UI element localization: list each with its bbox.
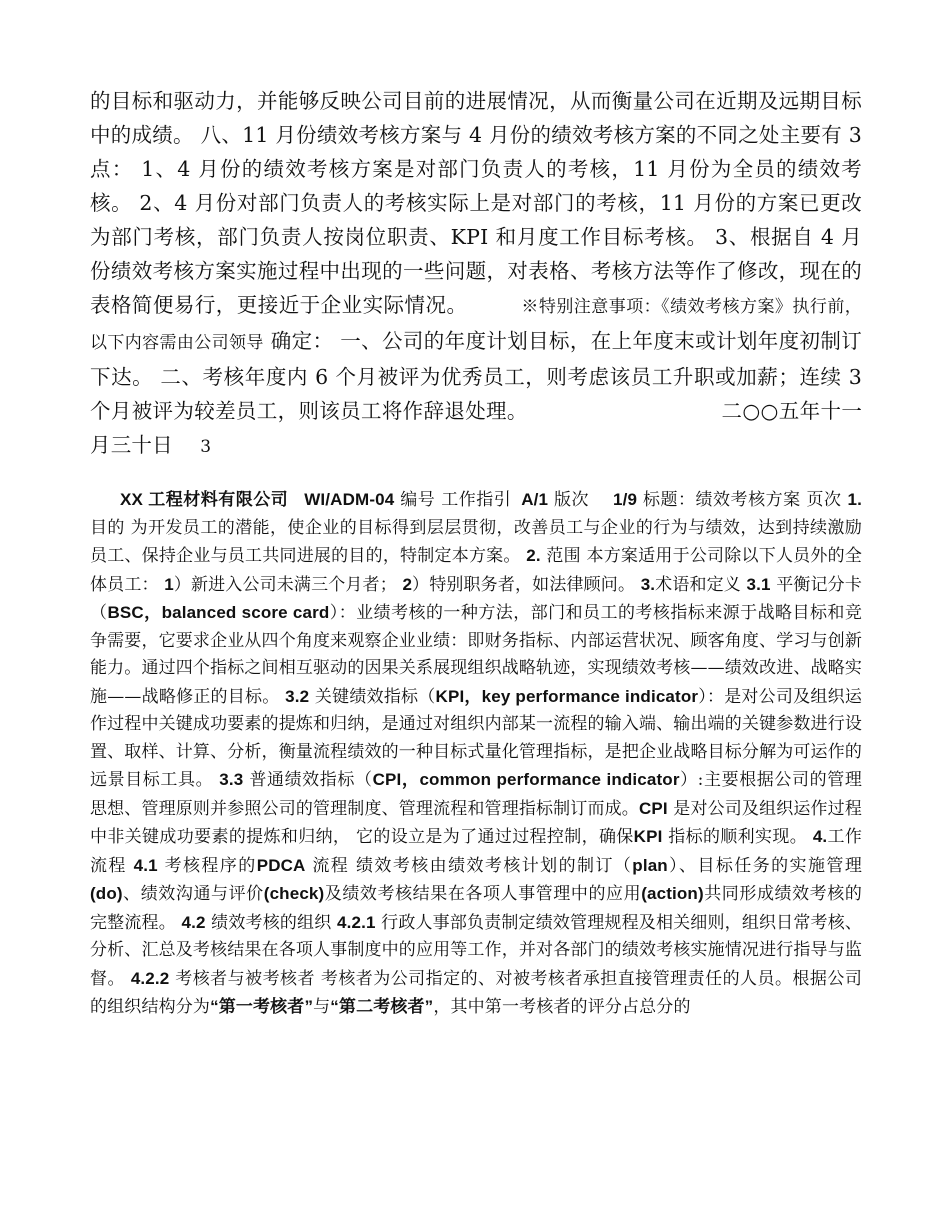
section-3-2-text-b: ）：是对公司及组织运作过程中关键成功要素的提炼和归纳，是通过对组织内部某一流程的输入端、输出端的关键参数进行设置、取样、计算、分析，衡量流程绩效的一种目标式量化管理指标，是把企业战略目标分解为可运作的远景目标工具。 bbox=[90, 686, 862, 790]
section-2-item-1-text: ）新进入公司未满三个月者； bbox=[173, 574, 397, 595]
header-doc-code: WI/ADM-04 bbox=[304, 490, 395, 509]
section-3-number: 3. bbox=[640, 574, 656, 594]
section-3-3-text-d: 指标的顺利实现。 bbox=[668, 827, 808, 847]
section-4-1-do: (do) bbox=[90, 884, 123, 903]
section-4-2-1-text: 行政人事部负责制定绩效管理规程及相关细则，组织日常考核、分析、汇总及考核结果在各项人事制度中的应用等工作，并对各部门的绩效考核实施情况进行指导与监督。 bbox=[90, 912, 863, 989]
section-2-item-2-text: ）特别职务者，如法律顾问。 bbox=[412, 574, 636, 595]
section-3-3-text-b: ）:主要根据公司的管理思想、管理原则并参照公司的管理制度、管理流程和管理指标制订而成。 bbox=[90, 770, 862, 819]
section-3-1-text-a: 平衡记分卡（ bbox=[90, 574, 862, 623]
section-3-2-term: KPI，key performance indicator bbox=[435, 686, 699, 706]
section-4-2-2-text-a: 考核者与被考核者 考核者为公司指定的、对被考核者承担直接管理责任的人员。根据公司的组织结构分为 bbox=[90, 968, 862, 1017]
header-doc-code-label: 编号 工作指引 bbox=[400, 490, 512, 510]
section-3-2-text-a: 关键绩效指标（ bbox=[314, 686, 436, 707]
section-4-2-2-quote-first: “第一考核者” bbox=[210, 997, 314, 1016]
section-4-1-text-c: ）、目标任务的实施管理 bbox=[667, 855, 862, 876]
section-4-2-number: 4.2 bbox=[181, 912, 206, 932]
section-2-item-2-number: 2 bbox=[402, 574, 413, 594]
paragraph-leadership-items: 确定： 一、公司的年度计划目标，在上年度末或计划年度初制订下达。 二、考核年度内 6 个月被评为优秀员工，则考虑该员工升职或加薪；连续 3 个月被评为较差员工，则该员工将作辞退处理。 bbox=[90, 329, 863, 423]
section-3-text: 术语和定义 bbox=[655, 574, 741, 595]
section-3-3-number: 3.3 bbox=[219, 770, 244, 789]
section-4-2-2-and: 与 bbox=[313, 997, 331, 1017]
section-4-2-2-number: 4.2.2 bbox=[130, 968, 170, 988]
section-4-1-text-b: 流程 绩效考核由绩效考核计划的制订（ bbox=[312, 855, 633, 876]
document-section-upper bbox=[90, 84, 862, 464]
section-3-1-number: 3.1 bbox=[746, 574, 771, 594]
section-4-1-check: (check) bbox=[263, 884, 325, 903]
paragraph-plan-differences: 的目标和驱动力，并能够反映公司目前的进展情况，从而衡量公司在近期及远期目标中的成绩。 八、11 月份绩效考核方案与 4 月份的绩效考核方案的不同之处主要有 3 点： 1、4 月份的绩效考核方案是对部门负责人的考核，11 月份为全员的绩效考核。 2、4 月份对部门负责人的考核实际上是对部门的考核，11 月份的方案已更改为部门考核，部门负责人按岗位职责、KPI 和月度工作目标考核。 3、根据自 4 月份绩效考核方案实施过程中出现的一些问题，对表格、考核方法等作了修改，现在的表格简便易行，更接近于企业实际情况。 bbox=[90, 89, 862, 317]
header-version: A/1 bbox=[521, 490, 549, 509]
special-notice: ※特别注意事项：《绩效考核方案》执行前，以下内容需由公司领导 bbox=[90, 297, 862, 353]
section-1-text: 目的 为开发员工的潜能，使企业的目标得到层层贯彻，改善员工与企业的行为与绩效，达到持续激励员工、保持企业与员工共同进展的目的，特制定本方案。 bbox=[90, 517, 862, 566]
section-4-2-2-text-b: ，其中第一考核者的评分占总分的 bbox=[433, 997, 691, 1017]
header-title: 标题：绩效考核方案 页次 bbox=[643, 490, 842, 510]
section-4-1-action: (action) bbox=[641, 884, 704, 903]
header-version-label: 版次 bbox=[554, 490, 590, 510]
section-3-1-text-b: ）：业绩考核的一种方法，部门和员工的考核指标来源于战略目标和竞争需要，它要求企业从四个角度来观察企业业绩：即财务指标、内部运营状况、顾客角度、学习与创新能力。通过四个指标之间相互驱动的因果关系展现组织战略轨迹，实现绩效考核——绩效改进、战略实施——战略修正的目标。 bbox=[90, 603, 863, 707]
section-4-2-text: 绩效考核的组织 bbox=[211, 912, 332, 933]
section-1-number: 1. bbox=[847, 490, 862, 509]
section-4-number: 4. bbox=[812, 827, 828, 846]
section-2-item-1-number: 1 bbox=[164, 574, 174, 594]
header-company: XX 工程材料有限公司 bbox=[120, 490, 289, 509]
section-4-1-text-a: 考核程序的 bbox=[164, 855, 257, 876]
section-4-text: 工作流程 bbox=[90, 827, 863, 876]
section-4-2-2-quote-second: “第二考核者” bbox=[330, 997, 434, 1016]
signature-date: 二○○五年十一月三十日 bbox=[90, 399, 863, 457]
section-4-1-text-d: 、绩效沟通与评价 bbox=[122, 884, 264, 904]
section-3-1-term: BSC，balanced score card bbox=[107, 603, 330, 622]
section-4-1-number: 4.1 bbox=[133, 855, 158, 875]
section-4-1-text-e: 及绩效考核结果在各项人事管理中的应用 bbox=[324, 884, 642, 904]
section-4-1-text-f: 共同形成绩效考核的完整流程。 bbox=[90, 884, 862, 933]
section-3-2-number: 3.2 bbox=[285, 686, 310, 706]
section-4-2-1-number: 4.2.1 bbox=[337, 912, 376, 932]
header-page: 1/9 bbox=[612, 490, 638, 509]
section-2-text: 范围 本方案适用于公司除以下人员外的全体员工： bbox=[90, 546, 862, 595]
section-3-3-text-a: 普通绩效指标（ bbox=[249, 770, 373, 790]
section-4-1-plan: plan bbox=[632, 855, 668, 875]
document-section-lower bbox=[90, 486, 862, 1022]
section-2-number: 2. bbox=[526, 546, 541, 565]
page-number: 3 bbox=[200, 437, 212, 457]
section-3-3-cpi: CPI bbox=[638, 798, 668, 818]
section-3-3-text-c: 是对公司及组织运作过程中非关键成功要素的提炼和归纳， 它的设立是为了通过过程控制，确保 bbox=[90, 798, 862, 847]
section-3-3-kpi: KPI bbox=[633, 827, 663, 846]
section-3-3-term: CPI，common performance indicator bbox=[372, 770, 680, 789]
section-4-1-pdca: PDCA bbox=[256, 855, 306, 875]
